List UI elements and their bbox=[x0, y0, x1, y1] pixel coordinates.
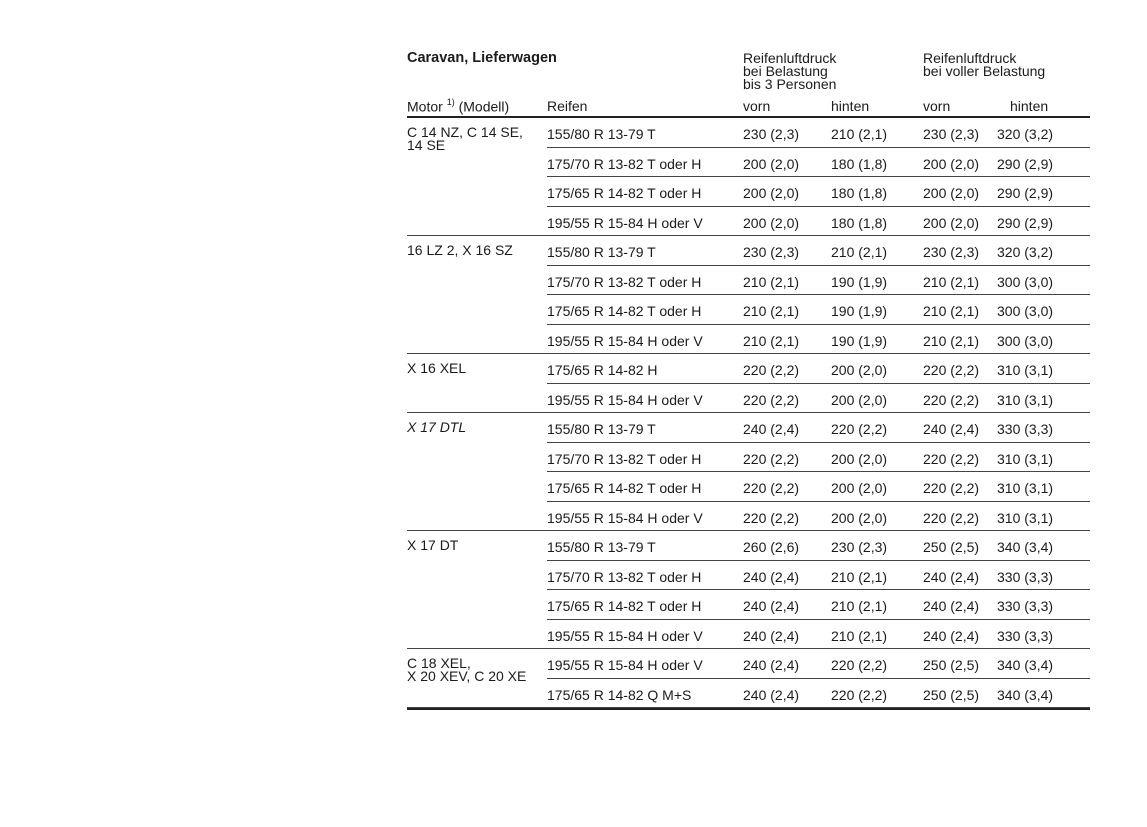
pressure-cell-v2: 220 (2,2) bbox=[923, 509, 980, 526]
pressure-cell-h2: 320 (3,2) bbox=[997, 244, 1054, 260]
table-row bbox=[407, 148, 1090, 178]
pressure-cell-h1: 210 (2,1) bbox=[831, 598, 888, 614]
pressure-cell-h2: 330 (3,3) bbox=[997, 627, 1054, 644]
pressure-cell-h2: 290 (2,9) bbox=[997, 155, 1054, 172]
tyre-size-cell: 175/65 R 14-82 Q M+S bbox=[547, 686, 692, 703]
pressure-cell-h1: 190 (1,9) bbox=[831, 332, 888, 349]
table-row bbox=[407, 502, 1090, 532]
pressure-cell-v2: 230 (2,3) bbox=[923, 244, 980, 260]
pressure-cell-v1: 220 (2,2) bbox=[743, 480, 800, 496]
pressure-cell-v1: 210 (2,1) bbox=[743, 273, 800, 290]
pressure-cell-v2: 210 (2,1) bbox=[923, 303, 980, 319]
motor-group bbox=[407, 236, 1090, 354]
pressure-cell-h2: 310 (3,1) bbox=[997, 509, 1054, 526]
pressure-cell-h2: 330 (3,3) bbox=[997, 568, 1054, 585]
pressure-cell-v1: 240 (2,4) bbox=[743, 568, 800, 585]
table-header bbox=[407, 50, 1090, 116]
tyre-size-cell: 155/80 R 13-79 T bbox=[547, 539, 656, 555]
table-body bbox=[407, 118, 1090, 708]
header-line: bei Belastung bbox=[743, 63, 828, 79]
table-row bbox=[407, 354, 1090, 384]
pressure-cell-h1: 180 (1,8) bbox=[831, 185, 888, 201]
pressure-cell-h2: 320 (3,2) bbox=[997, 126, 1054, 142]
pressure-cell-v1: 240 (2,4) bbox=[743, 686, 800, 703]
pressure-cell-v2: 210 (2,1) bbox=[923, 273, 980, 290]
tyre-size-cell: 195/55 R 15-84 H oder V bbox=[547, 332, 703, 349]
col-header-motor: Motor $^{1)}$ (Modell) bbox=[407, 97, 510, 115]
pressure-cell-v2: 230 (2,3) bbox=[923, 126, 980, 142]
motor-label: C 18 XEL, bbox=[407, 655, 471, 671]
pressure-cell-v2: 240 (2,4) bbox=[923, 598, 980, 614]
tyre-size-cell: 175/65 R 14-82 T oder H bbox=[547, 598, 702, 614]
header-line: bis 3 Personen bbox=[743, 76, 837, 92]
pressure-cell-h2: 310 (3,1) bbox=[997, 362, 1054, 378]
col-header-hinten-2: hinten bbox=[1010, 98, 1049, 114]
table-row bbox=[407, 177, 1090, 207]
motor-group bbox=[407, 118, 1090, 236]
pressure-cell-v2: 240 (2,4) bbox=[923, 627, 980, 644]
pressure-cell-v2: 250 (2,5) bbox=[923, 686, 980, 703]
pressure-cell-v2: 250 (2,5) bbox=[923, 657, 980, 673]
motor-label: 16 LZ 2, X 16 SZ bbox=[407, 242, 513, 258]
table-row bbox=[407, 561, 1090, 591]
pressure-cell-h1: 180 (1,8) bbox=[831, 214, 888, 231]
pressure-cell-v1: 220 (2,2) bbox=[743, 450, 800, 467]
tyre-size-cell: 195/55 R 15-84 H oder V bbox=[547, 627, 703, 644]
tyre-size-cell: 155/80 R 13-79 T bbox=[547, 126, 656, 142]
pressure-cell-v1: 200 (2,0) bbox=[743, 155, 800, 172]
header-group-partial-load bbox=[743, 52, 836, 91]
tyre-size-cell: 195/55 R 15-84 H oder V bbox=[547, 509, 703, 526]
table-row bbox=[407, 266, 1090, 296]
pressure-cell-v1: 200 (2,0) bbox=[743, 214, 800, 231]
pressure-cell-v1: 260 (2,6) bbox=[743, 539, 800, 555]
pressure-cell-h1: 210 (2,1) bbox=[831, 126, 888, 142]
table-row bbox=[407, 590, 1090, 620]
pressure-cell-v1: 240 (2,4) bbox=[743, 657, 800, 673]
table-row bbox=[407, 413, 1090, 443]
table-row bbox=[407, 207, 1090, 237]
pressure-cell-h2: 300 (3,0) bbox=[997, 332, 1054, 349]
pressure-cell-v1: 240 (2,4) bbox=[743, 598, 800, 614]
pressure-cell-v2: 220 (2,2) bbox=[923, 480, 980, 496]
header-line: Reifenluftdruck bbox=[743, 50, 837, 66]
table-row bbox=[407, 236, 1090, 266]
motor-label: 14 SE bbox=[407, 137, 446, 153]
motor-label: C 14 NZ, C 14 SE, bbox=[407, 124, 523, 140]
pressure-cell-v2: 220 (2,2) bbox=[923, 391, 980, 408]
table-row bbox=[407, 384, 1090, 414]
motor-group bbox=[407, 531, 1090, 649]
pressure-cell-h1: 210 (2,1) bbox=[831, 627, 888, 644]
col-header-vorn-1: vorn bbox=[743, 98, 771, 114]
motor-label: X 20 XEV, C 20 XE bbox=[407, 668, 527, 684]
pressure-cell-h1: 230 (2,3) bbox=[831, 539, 888, 555]
pressure-cell-h1: 220 (2,2) bbox=[831, 657, 888, 673]
tyre-size-cell: 175/70 R 13-82 T oder H bbox=[547, 450, 702, 467]
table-row bbox=[407, 620, 1090, 650]
footnote-marker: 1) bbox=[446, 97, 455, 107]
tyre-size-cell: 155/80 R 13-79 T bbox=[547, 244, 656, 260]
tyre-size-cell: 175/70 R 13-82 T oder H bbox=[547, 568, 702, 585]
pressure-cell-h1: 210 (2,1) bbox=[831, 568, 888, 585]
pressure-cell-h2: 310 (3,1) bbox=[997, 391, 1054, 408]
col-header-hinten-1: hinten bbox=[831, 98, 870, 114]
pressure-cell-h2: 340 (3,4) bbox=[997, 657, 1054, 673]
pressure-cell-v2: 200 (2,0) bbox=[923, 214, 980, 231]
pressure-cell-h2: 300 (3,0) bbox=[997, 273, 1054, 290]
motor-group bbox=[407, 413, 1090, 531]
pressure-cell-h2: 290 (2,9) bbox=[997, 185, 1054, 201]
pressure-cell-h1: 190 (1,9) bbox=[831, 303, 888, 319]
pressure-cell-v2: 200 (2,0) bbox=[923, 155, 980, 172]
pressure-cell-v1: 230 (2,3) bbox=[743, 126, 800, 142]
pressure-cell-h1: 190 (1,9) bbox=[831, 273, 888, 290]
col-header-vorn-2: vorn bbox=[923, 98, 951, 114]
pressure-cell-v1: 210 (2,1) bbox=[743, 303, 800, 319]
pressure-cell-h2: 310 (3,1) bbox=[997, 480, 1054, 496]
table-title: Caravan, Lieferwagen bbox=[407, 50, 557, 66]
pressure-cell-v2: 220 (2,2) bbox=[923, 450, 980, 467]
pressure-cell-h2: 340 (3,4) bbox=[997, 686, 1054, 703]
pressure-cell-h1: 210 (2,1) bbox=[831, 244, 888, 260]
pressure-cell-h2: 300 (3,0) bbox=[997, 303, 1054, 319]
pressure-cell-v1: 230 (2,3) bbox=[743, 244, 800, 260]
motor-label: X 16 XEL bbox=[407, 360, 467, 376]
tyre-pressure-table bbox=[407, 50, 1090, 710]
pressure-cell-v2: 220 (2,2) bbox=[923, 362, 980, 378]
table-row bbox=[407, 443, 1090, 473]
motor-label: X 17 DTL bbox=[407, 419, 467, 435]
bottom-rule bbox=[407, 708, 1090, 710]
pressure-cell-h2: 310 (3,1) bbox=[997, 450, 1054, 467]
pressure-cell-h1: 180 (1,8) bbox=[831, 155, 888, 172]
pressure-cell-v1: 220 (2,2) bbox=[743, 391, 800, 408]
table-row bbox=[407, 649, 1090, 679]
pressure-cell-v1: 210 (2,1) bbox=[743, 332, 800, 349]
pressure-cell-v2: 210 (2,1) bbox=[923, 332, 980, 349]
table-row bbox=[407, 531, 1090, 561]
pressure-cell-v1: 220 (2,2) bbox=[743, 362, 800, 378]
pressure-cell-v1: 220 (2,2) bbox=[743, 509, 800, 526]
pressure-cell-v1: 240 (2,4) bbox=[743, 421, 800, 437]
table-row bbox=[407, 325, 1090, 355]
pressure-cell-v1: 200 (2,0) bbox=[743, 185, 800, 201]
tyre-size-cell: 175/65 R 14-82 T oder H bbox=[547, 303, 702, 319]
tyre-size-cell: 195/55 R 15-84 H oder V bbox=[547, 214, 703, 231]
tyre-size-cell: 175/65 R 14-82 T oder H bbox=[547, 185, 702, 201]
tyre-size-cell: 195/55 R 15-84 H oder V bbox=[547, 391, 703, 408]
table-row bbox=[407, 295, 1090, 325]
pressure-cell-h1: 200 (2,0) bbox=[831, 509, 888, 526]
pressure-cell-h1: 220 (2,2) bbox=[831, 686, 888, 703]
table-row bbox=[407, 118, 1090, 148]
col-header-reifen: Reifen bbox=[547, 98, 588, 114]
pressure-cell-v1: 240 (2,4) bbox=[743, 627, 800, 644]
pressure-cell-v2: 240 (2,4) bbox=[923, 421, 980, 437]
pressure-cell-h1: 200 (2,0) bbox=[831, 362, 888, 378]
pressure-cell-v2: 200 (2,0) bbox=[923, 185, 980, 201]
motor-label: X 17 DT bbox=[407, 537, 459, 553]
pressure-cell-h1: 200 (2,0) bbox=[831, 480, 888, 496]
tyre-size-cell: 155/80 R 13-79 T bbox=[547, 421, 656, 437]
pressure-cell-h1: 200 (2,0) bbox=[831, 450, 888, 467]
motor-group bbox=[407, 354, 1090, 413]
pressure-cell-h2: 330 (3,3) bbox=[997, 598, 1054, 614]
pressure-cell-h1: 200 (2,0) bbox=[831, 391, 888, 408]
tyre-size-cell: 195/55 R 15-84 H oder V bbox=[547, 657, 703, 673]
table-row bbox=[407, 472, 1090, 502]
tyre-size-cell: 175/65 R 14-82 T oder H bbox=[547, 480, 702, 496]
header-group-full-load bbox=[923, 52, 1045, 78]
pressure-cell-h1: 220 (2,2) bbox=[831, 421, 888, 437]
header-line: Reifenluftdruck bbox=[923, 50, 1017, 66]
tyre-size-cell: 175/70 R 13-82 T oder H bbox=[547, 273, 702, 290]
tyre-size-cell: 175/70 R 13-82 T oder H bbox=[547, 155, 702, 172]
pressure-cell-v2: 250 (2,5) bbox=[923, 539, 980, 555]
pressure-cell-h2: 330 (3,3) bbox=[997, 421, 1054, 437]
header-line: bei voller Belastung bbox=[923, 63, 1046, 79]
pressure-cell-h2: 290 (2,9) bbox=[997, 214, 1054, 231]
motor-group bbox=[407, 649, 1090, 708]
pressure-cell-h2: 340 (3,4) bbox=[997, 539, 1054, 555]
table-row bbox=[407, 679, 1090, 709]
pressure-cell-v2: 240 (2,4) bbox=[923, 568, 980, 585]
tyre-size-cell: 175/65 R 14-82 H bbox=[547, 362, 658, 378]
